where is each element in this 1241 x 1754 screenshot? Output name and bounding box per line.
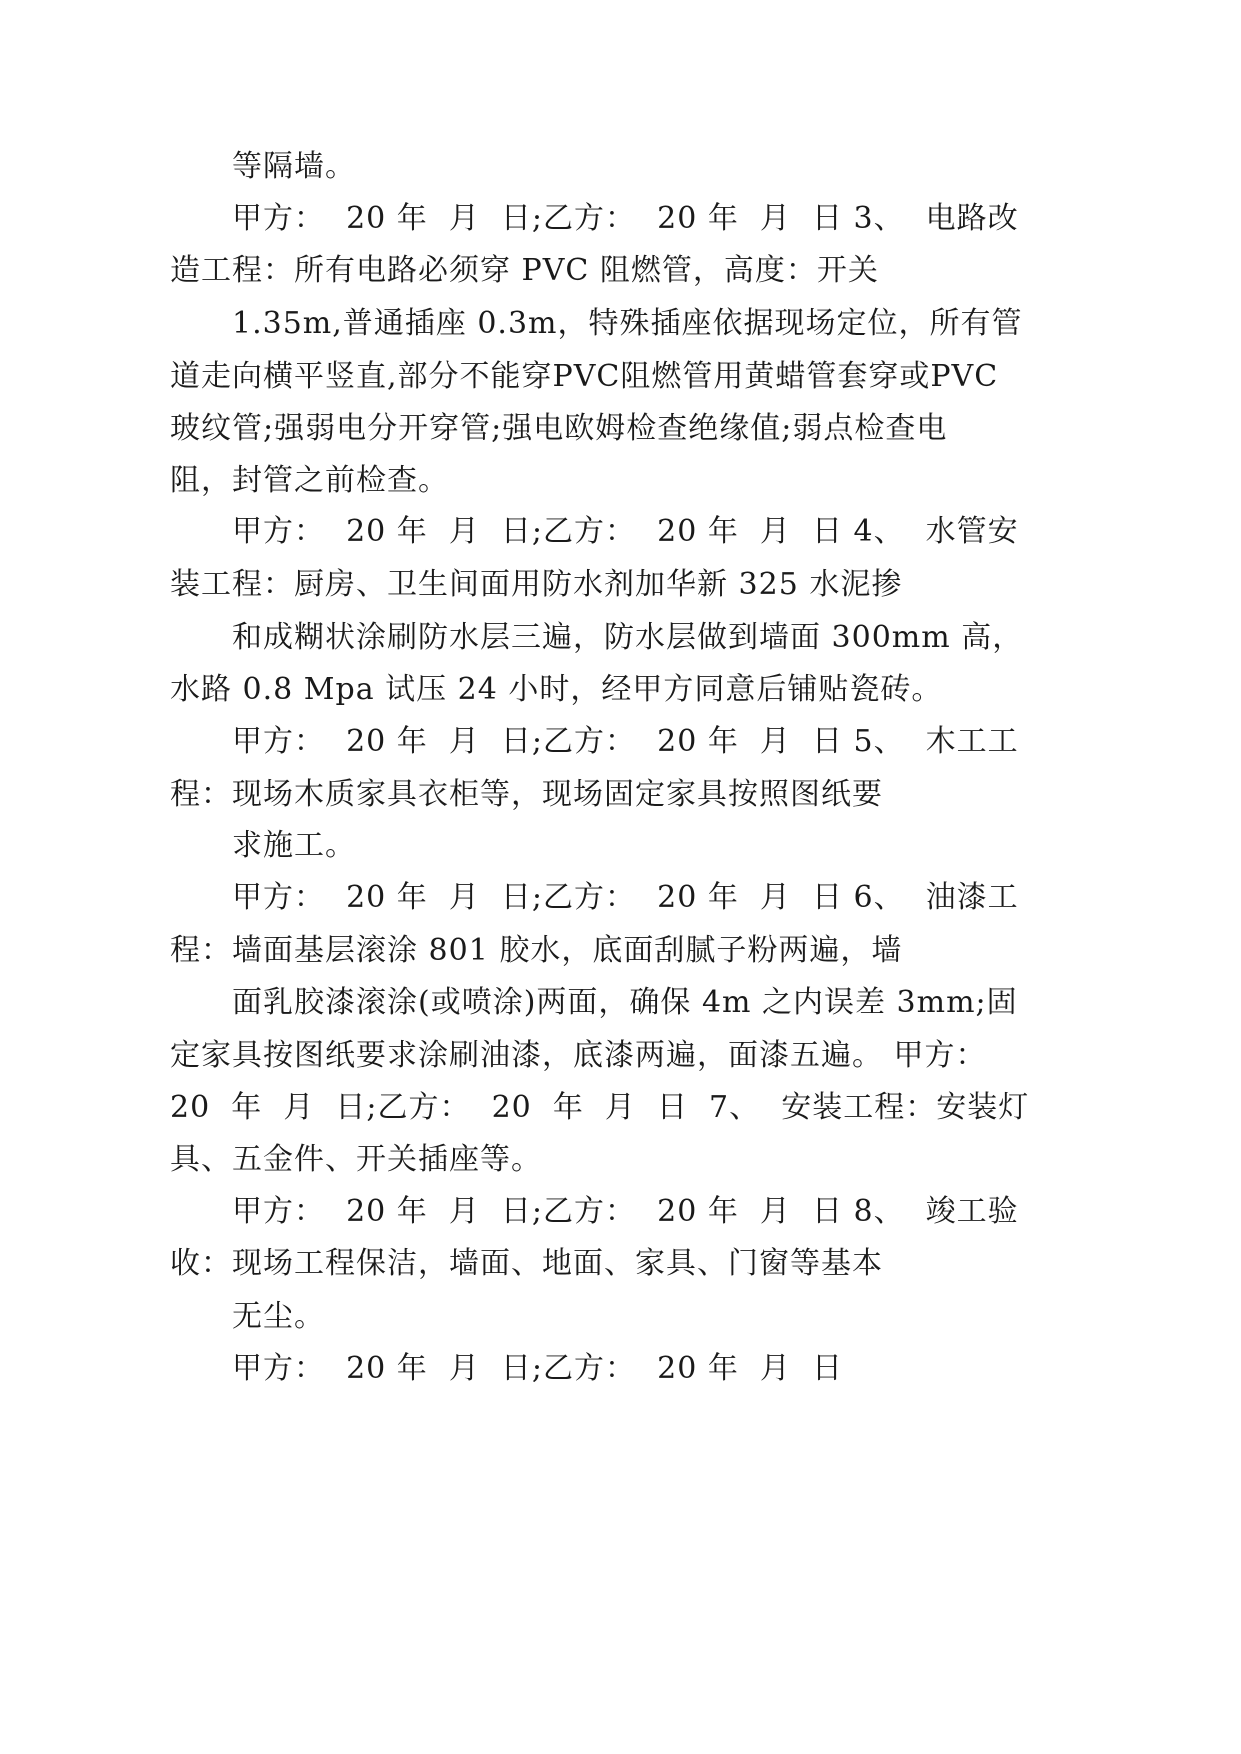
text-line: 甲方： 20 年 月 日;乙方： 20 年 月 日 8、 竣工验 [232, 1194, 1019, 1229]
text-line: 等隔墙。 [232, 149, 356, 184]
text-line: 装工程：厨房、卫生间面用防水剂加华新 325 水泥掺 [170, 567, 903, 602]
text-line: 收：现场工程保洁，墙面、地面、家具、门窗等基本 [170, 1246, 883, 1281]
text-line: 甲方： 20 年 月 日;乙方： 20 年 月 日 [232, 1351, 843, 1386]
text-line: 具、五金件、开关插座等。 [170, 1142, 542, 1177]
text-line: 1.35m,普通插座 0.3m，特殊插座依据现场定位，所有管 [232, 306, 1023, 341]
text-line: 程：墙面基层滚涂 801 胶水，底面刮腻子粉两遍，墙 [170, 933, 903, 968]
text-line: 和成糊状涂刷防水层三遍，防水层做到墙面 300mm 高， [232, 620, 1024, 655]
text-line: 程：现场木质家具衣柜等，现场固定家具按照图纸要 [170, 777, 883, 812]
text-line: 面乳胶漆滚涂(或喷涂)两面，确保 4m 之内误差 3mm;固 [232, 985, 1018, 1020]
text-line: 阻，封管之前检查。 [170, 463, 449, 498]
text-line: 玻纹管;强弱电分开穿管;强电欧姆检查绝缘值;弱点检查电 [170, 411, 948, 446]
text-line: 甲方： 20 年 月 日;乙方： 20 年 月 日 6、 油漆工 [232, 880, 1019, 915]
text-line: 水路 0.8 Mpa 试压 24 小时，经甲方同意后铺贴瓷砖。 [170, 672, 943, 707]
text-line: 造工程：所有电路必须穿 PVC 阻燃管，高度：开关 [170, 253, 879, 288]
text-line: 20 年 月 日;乙方： 20 年 月 日 7、 安装工程：安装灯 [170, 1090, 1030, 1125]
text-line: 甲方： 20 年 月 日;乙方： 20 年 月 日 4、 水管安 [232, 514, 1019, 549]
text-line: 甲方： 20 年 月 日;乙方： 20 年 月 日 3、 电路改 [232, 201, 1019, 236]
text-line: 道走向横平竖直,部分不能穿PVC阻燃管用黄蜡管套穿或PVC [170, 359, 999, 394]
text-line: 甲方： 20 年 月 日;乙方： 20 年 月 日 5、 木工工 [232, 724, 1019, 759]
text-line: 定家具按图纸要求涂刷油漆，底漆两遍，面漆五遍。 甲方： [170, 1038, 987, 1073]
text-line: 求施工。 [232, 828, 356, 863]
text-line: 无尘。 [232, 1299, 325, 1334]
